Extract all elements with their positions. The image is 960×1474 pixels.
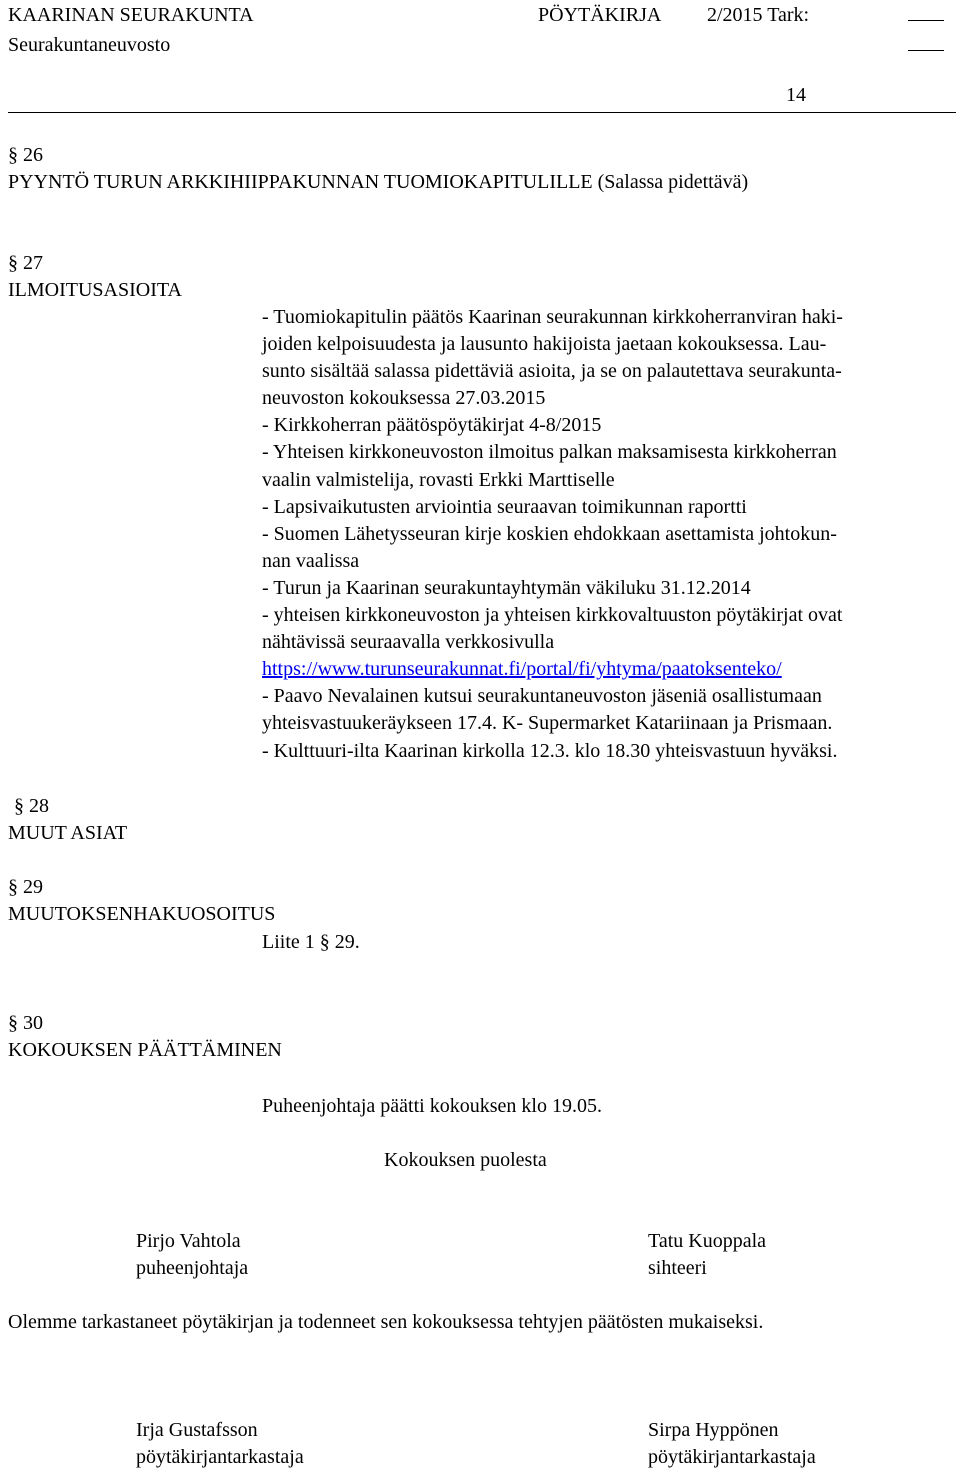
header-doc-type: PÖYTÄKIRJA [538,4,662,26]
signer-name-chair: Pirjo Vahtola [136,1230,241,1252]
notice-line: - Yhteisen kirkkoneuvoston ilmoitus palkan maksamisesta kirkkoherran [262,441,837,464]
notice-line: joiden kelpoisuudesta ja lausunto hakijoista jaetaan kokouksessa. Lau- [262,333,827,356]
section-26-title: PYYNTÖ TURUN ARKKIHIIPPAKUNNAN TUOMIOKAPITULILLE (Salassa pidettävä) [8,171,749,193]
signer-role-chair: puheenjohtaja [136,1257,249,1279]
notices-list [262,304,956,765]
checker-name-1: Irja Gustafsson [136,1419,258,1441]
page-number: 14 [786,84,806,106]
notice-line: nan vaalissa [262,549,360,572]
checker-name-2: Sirpa Hyppönen [648,1419,779,1441]
section-30-title: KOKOUKSEN PÄÄTTÄMINEN [8,1039,282,1061]
section-29-attachment-note: Liite 1 § 29. [262,931,360,953]
section-27-title: ILMOITUSASIOITA [8,279,182,301]
verification-statement: Olemme tarkastaneet pöytäkirjan ja todenneet sen kokouksessa tehtyjen päätösten mukaiseksi. [8,1311,764,1333]
section-29-mark: § 29 [8,876,43,898]
header-tark-blank-1 [908,2,944,29]
header-tark-blank-2 [908,32,944,59]
notice-line: sunto sisältää salassa pidettäviä asioita, ja se on palautettava seurakunta- [262,360,842,383]
notice-line: - Lapsivaikutusten arviointia seuraavan toimikunnan raportti [262,495,747,518]
signer-name-secretary: Tatu Kuoppala [648,1230,767,1252]
notice-line: - Paavo Nevalainen kutsui seurakuntaneuvoston jäseniä osallistumaan [262,685,822,708]
notice-line: yhteisvastuukeräykseen 17.4. K- Supermarket Katariinaan ja Prismaan. [262,712,833,735]
notice-line: nähtävissä seuraavalla verkkosivulla [262,631,555,654]
section-28-mark: § 28 [14,795,49,817]
decisions-link[interactable]: https://www.turunseurakunnat.fi/portal/fi/yhtyma/paatoksenteko/ [262,658,782,681]
header-body: Seurakuntaneuvosto [8,34,171,56]
closing-statement: Puheenjohtaja päätti kokouksen klo 19.05. [262,1095,602,1117]
header-org: KAARINAN SEURAKUNTA [8,4,254,26]
on-behalf-label: Kokouksen puolesta [384,1149,547,1171]
notice-line: - Suomen Lähetysseuran kirje koskien ehdokkaan asettamista johtokun- [262,522,837,545]
notice-line: - yhteisen kirkkoneuvoston ja yhteisen kirkkovaltuuston pöytäkirjat ovat [262,604,843,627]
notice-line: vaalin valmistelija, rovasti Erkki Marttiselle [262,468,615,491]
section-30-mark: § 30 [8,1012,43,1034]
notice-line: neuvoston kokouksessa 27.03.2015 [262,387,546,410]
section-29-title: MUUTOKSENHAKUOSOITUS [8,903,276,925]
header-divider [8,112,956,113]
header-doc-number: 2/2015 Tark: [707,4,810,26]
section-27-mark: § 27 [8,252,43,274]
notice-line: - Kirkkoherran päätöspöytäkirjat 4-8/2015 [262,414,602,437]
checker-role-1: pöytäkirjantarkastaja [136,1446,304,1468]
signer-role-secretary: sihteeri [648,1257,707,1279]
notice-line: - Kulttuuri-ilta Kaarinan kirkolla 12.3. klo 18.30 yhteisvastuun hyväksi. [262,739,838,762]
notice-line: - Tuomiokapitulin päätös Kaarinan seurakunnan kirkkoherranviran haki- [262,306,843,328]
section-28-title: MUUT ASIAT [8,822,128,844]
notice-line: - Turun ja Kaarinan seurakuntayhtymän väkiluku 31.12.2014 [262,576,751,599]
section-26-mark: § 26 [8,144,43,166]
checker-role-2: pöytäkirjantarkastaja [648,1446,816,1468]
